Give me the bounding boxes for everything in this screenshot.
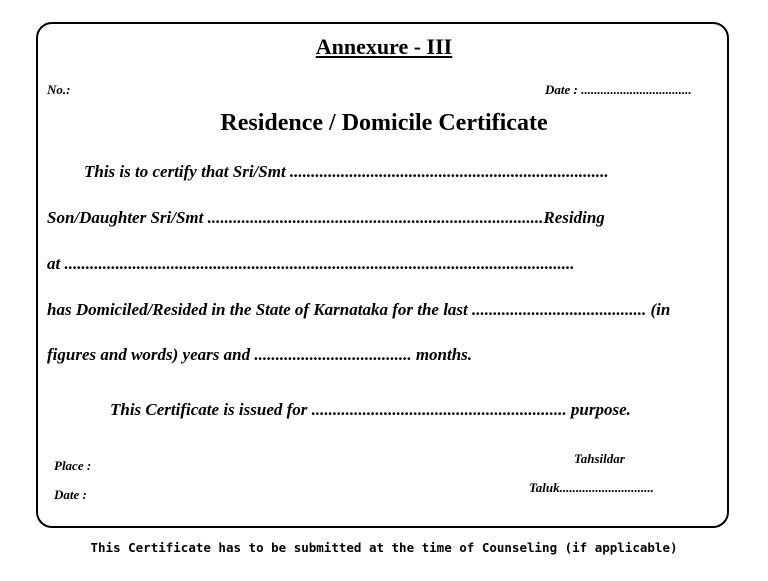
place-label: Place : — [54, 458, 92, 473]
certificate-number-label: No.: — [47, 82, 71, 97]
footer-note: This Certificate has to be submitted at the time of Counseling (if applicable) — [90, 540, 678, 555]
body-line-parent: Son/Daughter Sri/Smt ...............................................................................Residing — [47, 208, 605, 227]
date-label: Date : — [54, 487, 87, 502]
body-line-duration: has Domiciled/Resided in the State of Karnataka for the last ......................................... (in — [47, 300, 671, 319]
issue-date-field: Date : .................................. — [545, 82, 692, 97]
body-line-years-months: figures and words) years and ..................................... months. — [47, 345, 473, 364]
certificate-heading: Residence / Domicile Certificate — [220, 110, 548, 136]
annexure-title: Annexure - III — [315, 34, 453, 59]
body-line-purpose: This Certificate is issued for ............................................................ purpose. — [110, 400, 631, 419]
body-line-name: This is to certify that Sri/Smt ........................................................................... — [84, 162, 609, 181]
body-line-address: at ........................................................................................................................ — [47, 254, 575, 273]
taluk-field: Taluk............................. — [529, 480, 654, 495]
signatory-title: Tahsildar — [574, 451, 625, 466]
